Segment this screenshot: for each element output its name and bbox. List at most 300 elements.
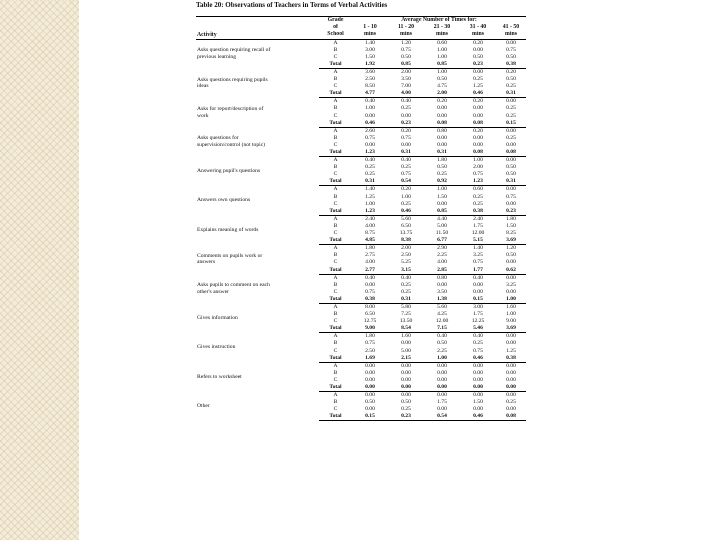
value-cell: 2.15 bbox=[388, 355, 424, 363]
value-cell: 0.00 bbox=[388, 384, 424, 392]
grade-cell: B bbox=[333, 105, 338, 112]
value-cell: 0.08 bbox=[496, 149, 526, 157]
activity-label-line: Gives instruction bbox=[197, 344, 236, 351]
value-cell: 0.00 bbox=[473, 68, 483, 75]
activity-label bbox=[196, 68, 319, 97]
value-cell: 1.50 bbox=[437, 193, 447, 200]
value-cell: 0.80 bbox=[437, 127, 447, 134]
value-cell: 3.00 bbox=[473, 303, 483, 310]
value-cell: 1.20 bbox=[401, 39, 411, 46]
value-cell: 0.00 bbox=[401, 362, 411, 369]
grade-cell: A bbox=[333, 127, 338, 134]
grade-header-line: Grade bbox=[319, 17, 352, 25]
value-cell: 0.25 bbox=[473, 193, 483, 200]
value-cell: 0.25 bbox=[401, 200, 411, 207]
value-cell: 8.50 bbox=[365, 83, 375, 90]
grade-cell: B bbox=[333, 399, 338, 406]
value-cell: 0.00 bbox=[365, 369, 375, 376]
grade-cell: Total bbox=[319, 208, 352, 216]
value-cell: 8.75 bbox=[365, 230, 375, 237]
value-cell: 0.25 bbox=[473, 200, 483, 207]
value-cell: 0.75 bbox=[365, 288, 375, 295]
grade-cell: B bbox=[333, 252, 338, 259]
value-cell: 0.00 bbox=[352, 384, 388, 392]
value-cell: 0.38 bbox=[352, 296, 388, 304]
value-cell: 5.46 bbox=[460, 325, 496, 333]
grade-cell: C bbox=[333, 112, 338, 119]
value-cell: 1.25 bbox=[365, 193, 375, 200]
value-cell: 1.40 bbox=[473, 245, 483, 252]
value-cell: 0.46 bbox=[460, 355, 496, 363]
value-cell: 1.80 bbox=[437, 157, 447, 164]
value-cell: 4.00 bbox=[365, 259, 375, 266]
value-cell: 1.00 bbox=[437, 53, 447, 60]
table-row bbox=[196, 157, 526, 165]
value-cell: 9.00 bbox=[352, 325, 388, 333]
value-cell: 1.80 bbox=[365, 333, 375, 340]
value-cell: 0.00 bbox=[506, 406, 516, 413]
value-cell: 0.25 bbox=[401, 281, 411, 288]
value-cell: 0.80 bbox=[437, 274, 447, 281]
value-cell: 0.00 bbox=[437, 134, 447, 141]
value-cell: 0.00 bbox=[506, 392, 516, 399]
value-cell: 0.60 bbox=[437, 39, 447, 46]
value-cell: 0.38 bbox=[496, 61, 526, 69]
value-cell: 0.38 bbox=[496, 355, 526, 363]
value-cell: 0.00 bbox=[506, 127, 516, 134]
value-cell: 0.50 bbox=[401, 53, 411, 60]
value-cell: 5.60 bbox=[437, 303, 447, 310]
period-unit: mins bbox=[388, 31, 424, 39]
value-cell: 0.50 bbox=[506, 164, 516, 171]
value-cell: 0.50 bbox=[365, 399, 375, 406]
value-cell: 0.40 bbox=[365, 274, 375, 281]
value-cell: 0.23 bbox=[496, 208, 526, 216]
value-cell: 0.00 bbox=[437, 406, 447, 413]
value-cell: 5.00 bbox=[437, 222, 447, 229]
value-cell: 0.50 bbox=[401, 399, 411, 406]
value-cell: 0.75 bbox=[401, 134, 411, 141]
grade-cell: B bbox=[333, 164, 338, 171]
value-cell: 8.54 bbox=[388, 325, 424, 333]
value-cell: 0.25 bbox=[506, 112, 516, 119]
observations-table bbox=[196, 16, 526, 421]
value-cell: 0.85 bbox=[388, 61, 424, 69]
grade-cell: B bbox=[333, 193, 338, 200]
grade-cell: Total bbox=[319, 149, 352, 157]
value-cell: 0.00 bbox=[401, 141, 411, 148]
grade-cell: A bbox=[333, 68, 338, 75]
value-cell: 0.00 bbox=[437, 376, 447, 383]
value-cell: 5.60 bbox=[401, 215, 411, 222]
grade-cell: C bbox=[333, 53, 338, 60]
value-cell: 0.50 bbox=[506, 76, 516, 83]
value-cell: 0.00 bbox=[401, 392, 411, 399]
value-cell: 0.00 bbox=[473, 392, 483, 399]
value-cell: 0.75 bbox=[365, 134, 375, 141]
value-cell: 1.77 bbox=[460, 267, 496, 275]
value-cell: 0.00 bbox=[473, 46, 483, 53]
header-row-1 bbox=[196, 17, 526, 25]
value-cell: 5.25 bbox=[401, 259, 411, 266]
grade-cell: A bbox=[333, 186, 338, 193]
value-cell: 1.60 bbox=[401, 333, 411, 340]
period-unit: mins bbox=[352, 31, 388, 39]
period-range: 21 - 30 bbox=[433, 24, 451, 31]
grade-cell: C bbox=[333, 141, 338, 148]
value-cell: 6.50 bbox=[365, 311, 375, 318]
activity-label bbox=[196, 186, 319, 215]
value-cell: 3.50 bbox=[437, 288, 447, 295]
activity-header: Activity bbox=[196, 31, 319, 39]
value-cell: 0.00 bbox=[473, 369, 483, 376]
value-cell: 0.31 bbox=[424, 149, 460, 157]
value-cell: 1.00 bbox=[365, 200, 375, 207]
value-cell: 0.08 bbox=[460, 120, 496, 128]
grade-cell: C bbox=[333, 376, 338, 383]
value-cell: 0.00 bbox=[473, 134, 483, 141]
activity-label-line: ideas bbox=[197, 83, 209, 90]
activity-label bbox=[196, 39, 319, 68]
value-cell: 0.40 bbox=[365, 157, 375, 164]
value-cell: 1.23 bbox=[460, 178, 496, 186]
value-cell: 0.00 bbox=[473, 112, 483, 119]
value-cell: 0.40 bbox=[401, 274, 411, 281]
value-cell: 0.75 bbox=[401, 46, 411, 53]
value-cell: 0.40 bbox=[401, 98, 411, 105]
value-cell: 1.50 bbox=[506, 222, 516, 229]
value-cell: 12.00 bbox=[471, 230, 485, 237]
value-cell: 13.50 bbox=[399, 318, 413, 325]
value-cell: 1.00 bbox=[473, 157, 483, 164]
table-row bbox=[196, 98, 526, 106]
activity-label-line: work bbox=[197, 112, 209, 119]
value-cell: 0.00 bbox=[506, 200, 516, 207]
value-cell: 1.23 bbox=[352, 149, 388, 157]
value-cell: 0.50 bbox=[437, 76, 447, 83]
period-range: 11 - 20 bbox=[397, 24, 415, 31]
document-page bbox=[196, 0, 526, 540]
value-cell: 0.31 bbox=[352, 178, 388, 186]
value-cell: 4.75 bbox=[437, 83, 447, 90]
grade-cell: A bbox=[333, 157, 338, 164]
period-unit: mins bbox=[496, 31, 526, 39]
value-cell: 0.85 bbox=[424, 61, 460, 69]
value-cell: 5.00 bbox=[401, 347, 411, 354]
value-cell: 3.69 bbox=[496, 325, 526, 333]
period-unit: mins bbox=[460, 31, 496, 39]
value-cell: 0.00 bbox=[401, 340, 411, 347]
activity-label-line: Answering pupil's questions bbox=[197, 168, 261, 174]
value-cell: 0.46 bbox=[460, 413, 496, 421]
value-cell: 0.15 bbox=[352, 413, 388, 421]
grade-cell: Total bbox=[319, 237, 352, 245]
value-cell: 3.00 bbox=[365, 46, 375, 53]
value-cell: 0.00 bbox=[401, 369, 411, 376]
grade-cell: B bbox=[333, 222, 338, 229]
value-cell: 0.00 bbox=[506, 157, 516, 164]
value-cell: 7.15 bbox=[424, 325, 460, 333]
activity-label-line: Refers to worksheet bbox=[197, 373, 242, 380]
value-cell: 5.15 bbox=[460, 237, 496, 245]
value-cell: 0.00 bbox=[365, 112, 375, 119]
activity-label bbox=[196, 157, 319, 186]
value-cell: 0.20 bbox=[506, 68, 516, 75]
value-cell: 0.38 bbox=[460, 208, 496, 216]
value-cell: 2.00 bbox=[401, 68, 411, 75]
value-cell: 0.00 bbox=[401, 376, 411, 383]
value-cell: 0.00 bbox=[437, 392, 447, 399]
value-cell: 1.25 bbox=[473, 83, 483, 90]
value-cell: 0.00 bbox=[365, 281, 375, 288]
period-range: 1 - 10 bbox=[363, 24, 377, 31]
grade-cell: A bbox=[333, 39, 338, 46]
value-cell: 0.25 bbox=[437, 171, 447, 178]
value-cell: 4.00 bbox=[388, 90, 424, 98]
grade-cell: Total bbox=[319, 267, 352, 275]
value-cell: 2.25 bbox=[437, 347, 447, 354]
value-cell: 0.40 bbox=[365, 98, 375, 105]
value-cell: 0.46 bbox=[460, 90, 496, 98]
value-cell: 0.60 bbox=[473, 186, 483, 193]
value-cell: 0.50 bbox=[437, 340, 447, 347]
value-cell: 1.75 bbox=[473, 222, 483, 229]
activity-label-line: Gives information bbox=[197, 314, 238, 321]
activity-label bbox=[196, 215, 319, 244]
value-cell: 0.46 bbox=[352, 120, 388, 128]
value-cell: 0.31 bbox=[496, 90, 526, 98]
value-cell: 4.85 bbox=[352, 237, 388, 245]
value-cell: 0.15 bbox=[460, 296, 496, 304]
activity-label bbox=[196, 98, 319, 127]
value-cell: 0.25 bbox=[365, 171, 375, 178]
value-cell: 12.25 bbox=[471, 318, 485, 325]
value-cell: 2.40 bbox=[365, 215, 375, 222]
grade-cell: B bbox=[333, 311, 338, 318]
decorative-side-strip bbox=[0, 0, 79, 540]
value-cell: 0.40 bbox=[473, 333, 483, 340]
grade-cell: Total bbox=[319, 384, 352, 392]
value-cell: 0.54 bbox=[424, 413, 460, 421]
grade-cell: A bbox=[333, 274, 338, 281]
grade-cell: C bbox=[333, 259, 338, 266]
table-row bbox=[196, 245, 526, 253]
value-cell: 1.23 bbox=[352, 208, 388, 216]
grade-cell: C bbox=[333, 288, 338, 295]
value-cell: 1.75 bbox=[473, 311, 483, 318]
value-cell: 1.80 bbox=[506, 215, 516, 222]
value-cell: 0.25 bbox=[401, 105, 411, 112]
value-cell: 4.77 bbox=[352, 90, 388, 98]
value-cell: 2.50 bbox=[365, 347, 375, 354]
value-cell: 12.00 bbox=[435, 318, 449, 325]
grade-cell: C bbox=[333, 200, 338, 207]
value-cell: 2.77 bbox=[352, 267, 388, 275]
activity-label bbox=[196, 333, 319, 362]
value-cell: 4.00 bbox=[437, 259, 447, 266]
value-cell: 0.50 bbox=[473, 53, 483, 60]
value-cell: 0.20 bbox=[473, 98, 483, 105]
value-cell: 1.80 bbox=[365, 245, 375, 252]
table-row bbox=[196, 303, 526, 311]
value-cell: 0.75 bbox=[401, 171, 411, 178]
table-row bbox=[196, 39, 526, 47]
value-cell: 3.15 bbox=[388, 267, 424, 275]
value-cell: 2.75 bbox=[365, 252, 375, 259]
value-cell: 1.25 bbox=[506, 347, 516, 354]
value-cell: 0.00 bbox=[424, 384, 460, 392]
value-cell: 7.25 bbox=[401, 311, 411, 318]
grade-cell: Total bbox=[319, 355, 352, 363]
value-cell: 0.00 bbox=[473, 376, 483, 383]
value-cell: 0.40 bbox=[473, 274, 483, 281]
value-cell: 0.62 bbox=[496, 267, 526, 275]
activity-label bbox=[196, 245, 319, 274]
value-cell: 2.00 bbox=[424, 90, 460, 98]
value-cell: 0.31 bbox=[388, 296, 424, 304]
value-cell: 2.60 bbox=[365, 127, 375, 134]
value-cell: 8.00 bbox=[365, 303, 375, 310]
grade-cell: C bbox=[333, 171, 338, 178]
grade-cell: A bbox=[333, 98, 338, 105]
value-cell: 1.69 bbox=[352, 355, 388, 363]
activity-label-line: Answers own questions bbox=[197, 197, 251, 204]
value-cell: 0.00 bbox=[473, 362, 483, 369]
value-cell: 4.00 bbox=[365, 222, 375, 229]
value-cell: 1.50 bbox=[365, 53, 375, 60]
value-cell: 0.50 bbox=[437, 164, 447, 171]
value-cell: 0.00 bbox=[437, 141, 447, 148]
grade-cell: C bbox=[333, 406, 338, 413]
value-cell: 1.60 bbox=[506, 303, 516, 310]
value-cell: 0.00 bbox=[473, 288, 483, 295]
value-cell: 0.23 bbox=[460, 61, 496, 69]
activity-label bbox=[196, 362, 319, 391]
value-cell: 0.20 bbox=[401, 127, 411, 134]
value-cell: 0.92 bbox=[424, 178, 460, 186]
value-cell: 0.20 bbox=[401, 186, 411, 193]
average-header: Average Number of Times for: bbox=[352, 17, 526, 25]
value-cell: 0.00 bbox=[506, 362, 516, 369]
value-cell: 0.08 bbox=[460, 149, 496, 157]
value-cell: 0.00 bbox=[506, 333, 516, 340]
value-cell: 0.50 bbox=[506, 252, 516, 259]
grade-cell: B bbox=[333, 340, 338, 347]
value-cell: 0.23 bbox=[388, 413, 424, 421]
value-cell: 0.00 bbox=[506, 274, 516, 281]
header-row-3 bbox=[196, 31, 526, 39]
value-cell: 0.50 bbox=[506, 53, 516, 60]
grade-cell: A bbox=[333, 215, 338, 222]
activity-label-line: Asks pupils to comment on each bbox=[197, 282, 270, 289]
value-cell: 1.92 bbox=[352, 61, 388, 69]
value-cell: 0.20 bbox=[437, 98, 447, 105]
value-cell: 0.00 bbox=[473, 281, 483, 288]
value-cell: 9.00 bbox=[506, 318, 516, 325]
value-cell: 12.75 bbox=[363, 318, 377, 325]
value-cell: 2.85 bbox=[424, 267, 460, 275]
table-row bbox=[196, 68, 526, 76]
value-cell: 0.00 bbox=[365, 376, 375, 383]
grade-cell: Total bbox=[319, 296, 352, 304]
activity-label bbox=[196, 392, 319, 421]
table-row bbox=[196, 333, 526, 341]
value-cell: 3.25 bbox=[506, 281, 516, 288]
activity-label bbox=[196, 274, 319, 303]
activity-label-line: Asks question requiring recall of bbox=[197, 47, 271, 54]
value-cell: 0.25 bbox=[401, 288, 411, 295]
table-row bbox=[196, 215, 526, 223]
activity-label bbox=[196, 303, 319, 332]
value-cell: 0.31 bbox=[388, 149, 424, 157]
value-cell: 8.38 bbox=[388, 237, 424, 245]
value-cell: 2.00 bbox=[473, 164, 483, 171]
value-cell: 3.60 bbox=[365, 68, 375, 75]
grade-cell: A bbox=[333, 392, 338, 399]
value-cell: 0.40 bbox=[437, 333, 447, 340]
grade-cell: Total bbox=[319, 413, 352, 421]
value-cell: 3.50 bbox=[401, 76, 411, 83]
value-cell: 1.40 bbox=[365, 186, 375, 193]
grade-header-line: of bbox=[333, 24, 338, 31]
grade-cell: B bbox=[333, 46, 338, 53]
value-cell: 0.08 bbox=[424, 120, 460, 128]
table-row bbox=[196, 127, 526, 135]
value-cell: 0.00 bbox=[365, 141, 375, 148]
grade-cell: A bbox=[333, 303, 338, 310]
value-cell: 6.50 bbox=[401, 222, 411, 229]
value-cell: 1.00 bbox=[437, 186, 447, 193]
grade-cell: B bbox=[333, 369, 338, 376]
value-cell: 0.25 bbox=[506, 83, 516, 90]
grade-cell: Total bbox=[319, 120, 352, 128]
value-cell: 0.25 bbox=[365, 164, 375, 171]
value-cell: 1.40 bbox=[365, 39, 375, 46]
value-cell: 0.25 bbox=[401, 406, 411, 413]
activity-label-line: previous learning bbox=[197, 54, 236, 61]
value-cell: 1.75 bbox=[437, 399, 447, 406]
value-cell: 0.00 bbox=[437, 200, 447, 207]
value-cell: 2.90 bbox=[437, 245, 447, 252]
value-cell: 0.40 bbox=[401, 157, 411, 164]
value-cell: 2.50 bbox=[401, 252, 411, 259]
activity-label-line: Asks questions for bbox=[197, 135, 239, 142]
activity-label-line: Asks questions requiring pupils bbox=[197, 76, 268, 83]
value-cell: 0.00 bbox=[506, 141, 516, 148]
value-cell: 0.25 bbox=[506, 134, 516, 141]
value-cell: 0.23 bbox=[388, 120, 424, 128]
value-cell: 0.00 bbox=[496, 384, 526, 392]
value-cell: 0.54 bbox=[388, 178, 424, 186]
value-cell: 4.40 bbox=[437, 215, 447, 222]
value-cell: 0.00 bbox=[437, 281, 447, 288]
value-cell: 0.00 bbox=[506, 186, 516, 193]
grade-cell: C bbox=[333, 83, 338, 90]
header-row-2 bbox=[196, 24, 526, 31]
value-cell: 1.00 bbox=[437, 46, 447, 53]
value-cell: 0.25 bbox=[401, 164, 411, 171]
grade-cell: B bbox=[333, 281, 338, 288]
value-cell: 0.08 bbox=[496, 413, 526, 421]
period-unit: mins bbox=[424, 31, 460, 39]
value-cell: 1.00 bbox=[506, 311, 516, 318]
value-cell: 0.00 bbox=[506, 369, 516, 376]
value-cell: 3.25 bbox=[473, 252, 483, 259]
grade-cell: C bbox=[333, 347, 338, 354]
activity-label bbox=[196, 127, 319, 156]
value-cell: 1.00 bbox=[365, 105, 375, 112]
value-cell: 0.00 bbox=[506, 259, 516, 266]
